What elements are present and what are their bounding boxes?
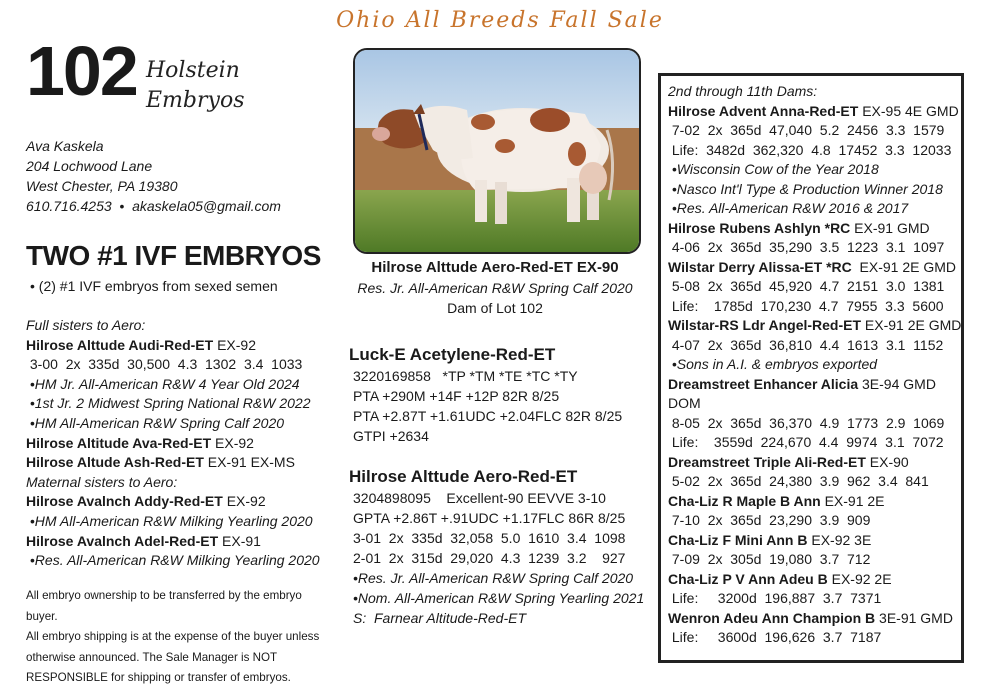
animal-classification: EX-91 2E GMD [851,258,957,275]
photo-caption-subtitle: Res. Jr. All-American R&W Spring Calf 2020 [357,280,633,296]
photo-caption-title: Hilrose Alttude Aero-Red-ET EX-90 [371,259,619,276]
disclaimer [26,586,326,689]
record-line: 8-05 2x 365d 36,370 4.9 1773 2.9 1069 [668,414,945,431]
cow-photo [353,48,641,254]
record-line: DOM [668,395,701,411]
consignor-address2: West Chester, PA 19380 [26,178,178,194]
animal-line [26,434,326,454]
animal-name: Wilstar Derry Alissa-ET *RC [668,258,852,275]
animal-classification: EX-92 [211,434,254,451]
record-line: 2nd through 11th Dams: [668,83,818,99]
cow-illustration [355,50,639,252]
dam-info-line: S: Farnear Altitude-Red-ET [353,610,526,626]
animal-name: Dreamstreet Enhancer Alicia [668,375,859,392]
photo-caption [340,258,650,318]
sire-info-line: 3220169858 *TP *TM *TE *TC *TY [353,368,578,384]
sire-block [349,344,649,446]
dam-info-line: 3204898095 Excellent-90 EEVVE 3-10 [353,490,606,506]
animal-line [26,453,326,473]
animal-name: Hilrose Alttude Audi-Red-ET [26,336,214,353]
photo-caption-dam-of: Dam of Lot 102 [447,300,543,316]
animal-classification: EX-91 [218,532,261,549]
animal-name: Hilrose Advent Anna-Red-ET [668,102,859,119]
record-line: •HM All-American R&W Milking Yearling 2020 [26,512,313,529]
consignor-address1: 204 Lochwood Lane [26,158,153,174]
animal-line [668,102,968,122]
animal-line [668,375,968,395]
consignor-phone-email: 610.716.4253 • akaskela05@gmail.com [26,198,281,214]
record-line: 5-02 2x 365d 24,380 3.9 962 3.4 841 [668,473,929,489]
animal-classification: EX-91 EX-MS [203,454,295,471]
animal-classification: EX-92 3E [807,531,872,548]
animal-line [668,316,968,336]
record-line: •Sons in A.I. & embryos exported [668,356,878,372]
animal-line [668,219,968,239]
offering-bullet: • (2) #1 IVF embryos from sexed semen [30,278,278,294]
record-line: •1st Jr. 2 Midwest Spring National R&W 2022 [26,395,311,412]
dam-info-line: GPTA +2.86T +.91UDC +1.17FLC 86R 8/25 [353,510,626,526]
record-line: •HM All-American R&W Spring Calf 2020 [26,414,285,431]
sale-title: Ohio All Breeds Fall Sale [336,8,664,33]
lot-breed [146,56,244,116]
offering-headline: TWO #1 IVF EMBRYOS [26,240,321,271]
animal-name: Cha-Liz F Mini Ann B [668,531,808,548]
animal-classification: EX-92 [213,336,256,353]
disclaimer-line: otherwise announced. The Sale Manager is NOT [26,650,278,664]
record-line: 4-07 2x 365d 36,810 4.4 1613 3.1 1152 [668,336,944,353]
record-line: 7-09 2x 305d 19,080 3.7 712 [668,551,871,567]
record-line: Maternal sisters to Aero: [26,473,178,490]
animal-line [26,336,326,356]
animal-name: Hilrose Altude Ash-Red-ET [26,454,204,471]
animal-name: Hilrose Avalnch Addy-Red-ET [26,493,223,510]
disclaimer-line: RESPONSIBLE for shipping or transfer of embryos. [26,671,291,684]
dam-name: Hilrose Alttude Aero-Red-ET [349,467,578,486]
dam-info-line: 2-01 2x 315d 29,020 4.3 1239 3.2 927 [353,550,626,566]
animal-classification: EX-91 GMD [850,219,930,236]
animal-classification: EX-91 2E [820,492,885,509]
animal-name: Cha-Liz P V Ann Adeu B [668,570,828,587]
record-line: •HM Jr. All-American R&W 4 Year Old 2024 [26,375,300,392]
record-line: Life: 3200d 196,887 3.7 7371 [668,590,882,606]
record-line: Life: 3600d 196,626 3.7 7187 [668,629,882,645]
animal-name: Hilrose Avalnch Adel-Red-ET [26,532,219,549]
sire-info-line: GTPI +2634 [353,428,429,444]
animal-classification: EX-95 4E GMD [858,102,959,119]
dam-info-line: 3-01 2x 335d 32,058 5.0 1610 3.4 1098 [353,530,626,546]
record-line: 4-06 2x 365d 35,290 3.5 1223 3.1 1097 [668,239,945,255]
record-line: Full sisters to Aero: [26,317,146,333]
animal-line [26,532,326,552]
animal-line [668,609,968,629]
animal-classification: EX-92 2E [827,570,892,587]
sister-pedigree [26,316,326,571]
disclaimer-line: All embryo ownership to be transferred by the embryo buyer. [26,589,302,623]
consignor-name: Ava Kaskela [26,138,104,154]
animal-classification: 3E-94 GMD [858,375,936,392]
type-label: Embryos [146,88,245,113]
animal-line [668,453,968,473]
record-line: 5-08 2x 365d 45,920 4.7 2151 3.0 1381 [668,278,945,294]
record-line: 7-10 2x 365d 23,290 3.9 909 [668,512,871,528]
animal-name: Cha-Liz R Maple B Ann [668,492,821,509]
sire-info-line: PTA +2.87T +1.61UDC +2.04FLC 82R 8/25 [353,408,623,424]
record-line: •Wisconsin Cow of the Year 2018 [668,161,879,177]
animal-classification: EX-91 2E GMD [861,317,962,333]
record-line: 3-00 2x 335d 30,500 4.3 1302 3.4 1033 [26,356,303,373]
animal-line [26,492,326,512]
record-line: 7-02 2x 365d 47,040 5.2 2456 3.3 1579 [668,122,945,138]
lot-number: 102 [26,32,137,110]
consignor-contact [26,136,281,216]
animal-classification: 3E-91 GMD [875,609,953,626]
animal-name: Wenron Adeu Ann Champion B [668,609,876,626]
dam-info-line: •Res. Jr. All-American R&W Spring Calf 2020 [353,570,634,586]
breed-label: Holstein [146,58,240,83]
dam-block [349,466,649,628]
animal-classification: EX-90 [865,453,909,470]
animal-name: Hilrose Altitude Ava-Red-ET [26,434,212,451]
animal-line [668,531,968,551]
dam-info-line: •Nom. All-American R&W Spring Yearling 2021 [353,590,645,606]
animal-name: Dreamstreet Triple Ali-Red-ET [668,453,866,470]
sire-info-line: PTA +290M +14F +12P 82R 8/25 [353,388,560,404]
disclaimer-line: All embryo shipping is at the expense of the buyer unless [26,630,320,643]
record-line: •Nasco Int'l Type & Production Winner 2018 [668,180,943,197]
sire-name: Luck-E Acetylene-Red-ET [349,345,556,364]
animal-classification: EX-92 [222,493,266,510]
record-line: •Res. All-American R&W Milking Yearling 2020 [26,552,320,569]
record-line: Life: 1785d 170,230 4.7 7955 3.3 5600 [668,297,944,314]
animal-name: Wilstar-RS Ldr Angel-Red-ET [668,317,862,333]
animal-line [668,570,968,590]
animal-line [668,258,968,278]
dams-pedigree [668,82,968,648]
animal-line [668,492,968,512]
record-line: Life: 3559d 224,670 4.4 9974 3.1 7072 [668,434,944,450]
animal-name: Hilrose Rubens Ashlyn *RC [668,219,851,236]
record-line: •Res. All-American R&W 2016 & 2017 [668,200,909,216]
record-line: Life: 3482d 362,320 4.8 17452 3.3 12033 [668,141,952,158]
